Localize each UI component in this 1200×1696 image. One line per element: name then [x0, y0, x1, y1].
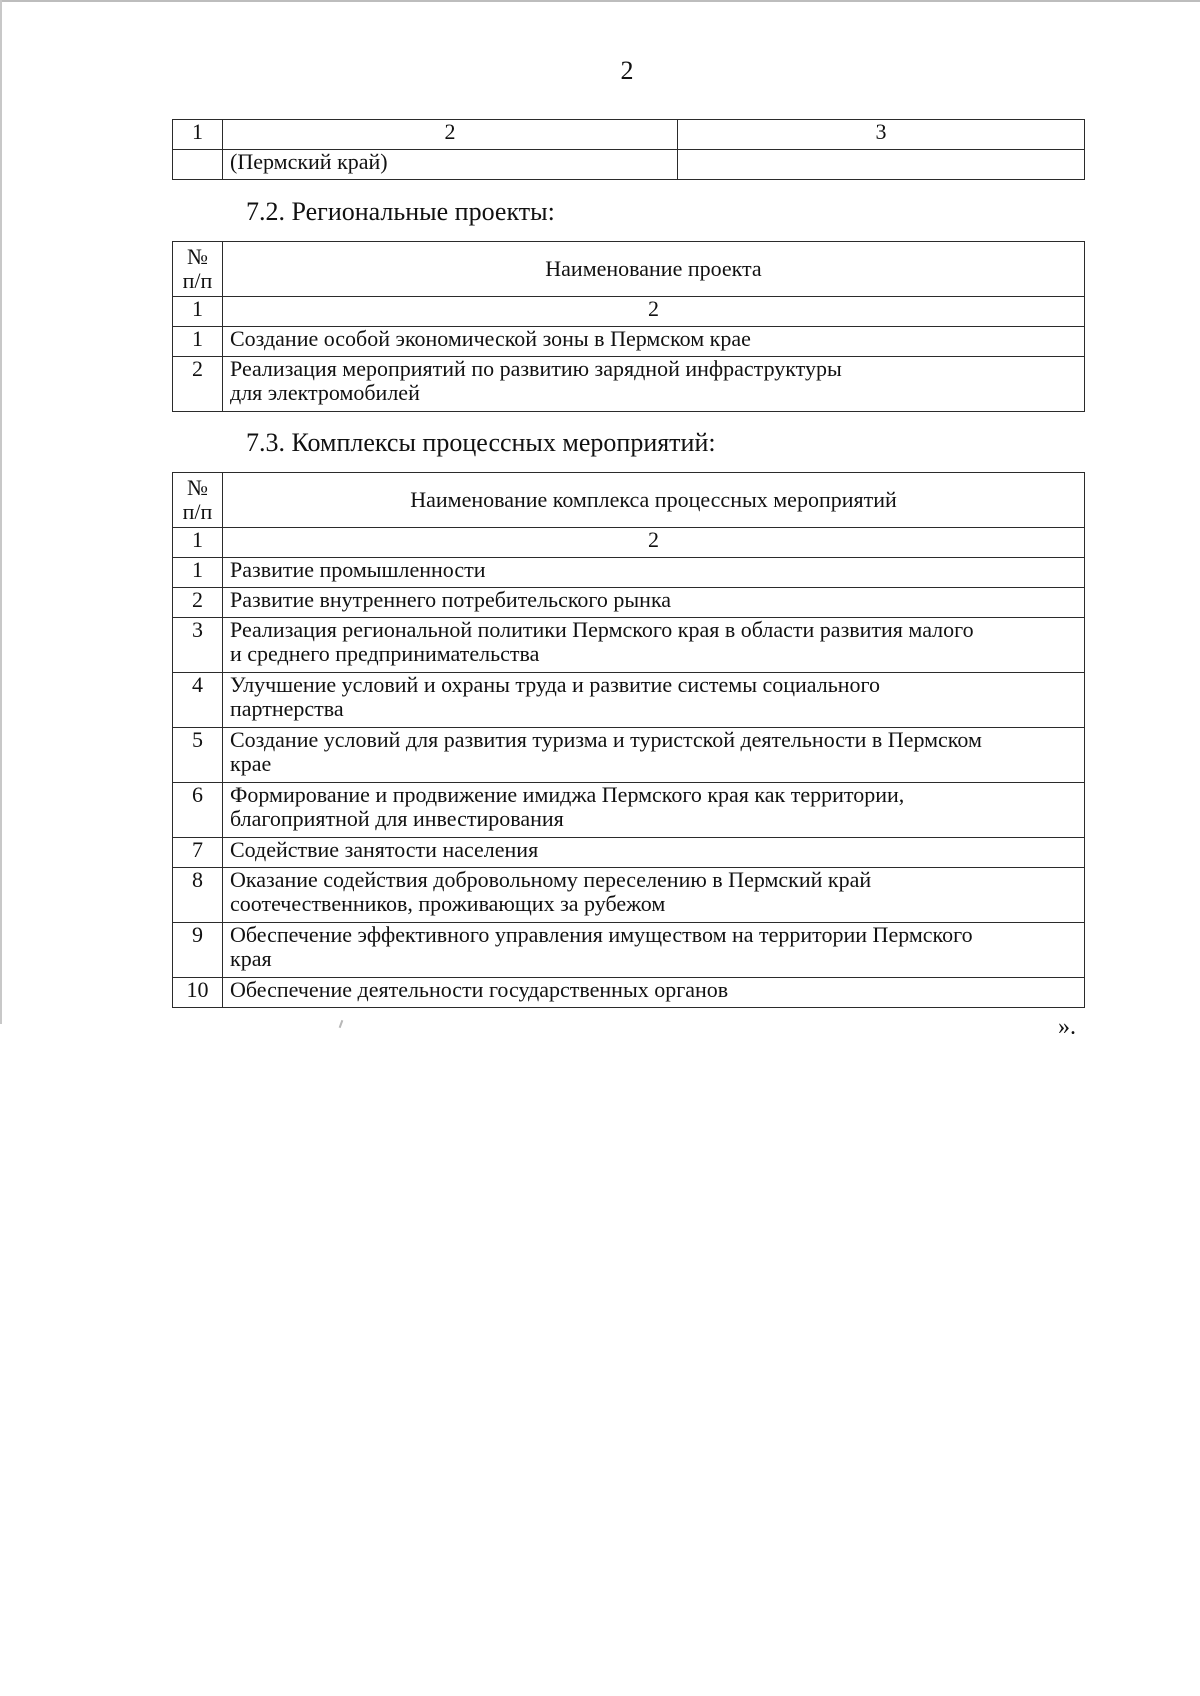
page-number: 2 — [620, 56, 634, 85]
header-number — [173, 473, 223, 528]
table-index-row — [173, 528, 1085, 558]
header-number-line1: № — [187, 244, 208, 269]
row-number: 2 — [173, 357, 223, 412]
section-heading-7-2: 7.2. Региональные проекты: — [246, 197, 555, 226]
table-row — [173, 558, 1085, 588]
row-name-cell — [223, 673, 1085, 728]
continued-table — [172, 119, 1085, 180]
table-index-row — [173, 297, 1085, 327]
row-number: 5 — [173, 728, 223, 783]
row-name-continuation: крае — [230, 751, 272, 776]
index-cell: 2 — [223, 528, 1085, 558]
row-number: 2 — [173, 588, 223, 618]
table-row — [173, 588, 1085, 618]
index-cell: 1 — [173, 120, 223, 150]
row-number: 1 — [173, 327, 223, 357]
row-number — [173, 150, 223, 180]
regional-projects-table — [172, 241, 1085, 412]
header-number — [173, 242, 223, 297]
closing-quote-mark: ». — [1058, 1014, 1076, 1040]
row-name-cell — [223, 923, 1085, 978]
header-name: Наименование комплекса процессных мероприятий — [223, 473, 1085, 528]
table-row — [173, 923, 1085, 978]
row-number: 4 — [173, 673, 223, 728]
process-measures-table — [172, 472, 1085, 1008]
row-name-cell — [223, 783, 1085, 838]
row-number: 9 — [173, 923, 223, 978]
index-cell: 1 — [173, 528, 223, 558]
row-name: Создание условий для развития туризма и туристской деятельности в Пермском — [230, 727, 982, 752]
row-name-continuation: края — [230, 946, 272, 971]
index-cell: 1 — [173, 297, 223, 327]
row-name: (Пермский край) — [223, 150, 678, 180]
row-name-cell — [223, 618, 1085, 673]
row-name: Формирование и продвижение имиджа Пермского края как территории, — [230, 782, 905, 807]
row-number: 7 — [173, 838, 223, 868]
row-name: Создание особой экономической зоны в Пермском крае — [223, 327, 1085, 357]
scan-edge-left — [0, 0, 2, 1024]
row-name-continuation: соотечественников, проживающих за рубежом — [230, 891, 666, 916]
scan-speck — [339, 1020, 344, 1028]
row-name: Содействие занятости населения — [223, 838, 1085, 868]
row-number: 3 — [173, 618, 223, 673]
index-cell: 3 — [678, 120, 1085, 150]
row-name-continuation: партнерства — [230, 696, 344, 721]
table-row — [173, 327, 1085, 357]
table-row — [173, 618, 1085, 673]
row-name: Обеспечение эффективного управления имуществом на территории Пермского — [230, 922, 973, 947]
row-name-continuation: благоприятной для инвестирования — [230, 806, 564, 831]
table-index-row — [173, 120, 1085, 150]
row-value — [678, 150, 1085, 180]
row-name: Улучшение условий и охраны труда и развитие системы социального — [230, 672, 880, 697]
row-name-cell — [223, 357, 1085, 412]
table-row — [173, 868, 1085, 923]
table-row — [173, 838, 1085, 868]
row-name-cell — [223, 728, 1085, 783]
table-row — [173, 150, 1085, 180]
row-name: Развитие промышленности — [223, 558, 1085, 588]
row-name: Реализация региональной политики Пермского края в области развития малого — [230, 617, 974, 642]
table-row — [173, 978, 1085, 1008]
table-row — [173, 357, 1085, 412]
table-row — [173, 728, 1085, 783]
row-number: 10 — [173, 978, 223, 1008]
header-number-line2: п/п — [182, 268, 213, 293]
row-name-cell — [223, 868, 1085, 923]
table-row — [173, 673, 1085, 728]
row-number: 6 — [173, 783, 223, 838]
header-number-line2: п/п — [182, 499, 213, 524]
index-cell: 2 — [223, 120, 678, 150]
scan-edge-top — [0, 0, 1200, 2]
row-name-continuation: и среднего предпринимательства — [230, 641, 540, 666]
row-number: 1 — [173, 558, 223, 588]
header-number-line1: № — [187, 475, 208, 500]
section-heading-7-3: 7.3. Комплексы процессных мероприятий: — [246, 428, 716, 457]
index-cell: 2 — [223, 297, 1085, 327]
row-name: Оказание содействия добровольному переселению в Пермский край — [230, 867, 872, 892]
row-name-continuation: для электромобилей — [230, 380, 420, 405]
row-name: Реализация мероприятий по развитию зарядной инфраструктуры — [230, 356, 842, 381]
table-header-row — [173, 473, 1085, 528]
header-name: Наименование проекта — [223, 242, 1085, 297]
table-row — [173, 783, 1085, 838]
row-name: Обеспечение деятельности государственных органов — [223, 978, 1085, 1008]
row-number: 8 — [173, 868, 223, 923]
row-name: Развитие внутреннего потребительского рынка — [223, 588, 1085, 618]
table-header-row — [173, 242, 1085, 297]
